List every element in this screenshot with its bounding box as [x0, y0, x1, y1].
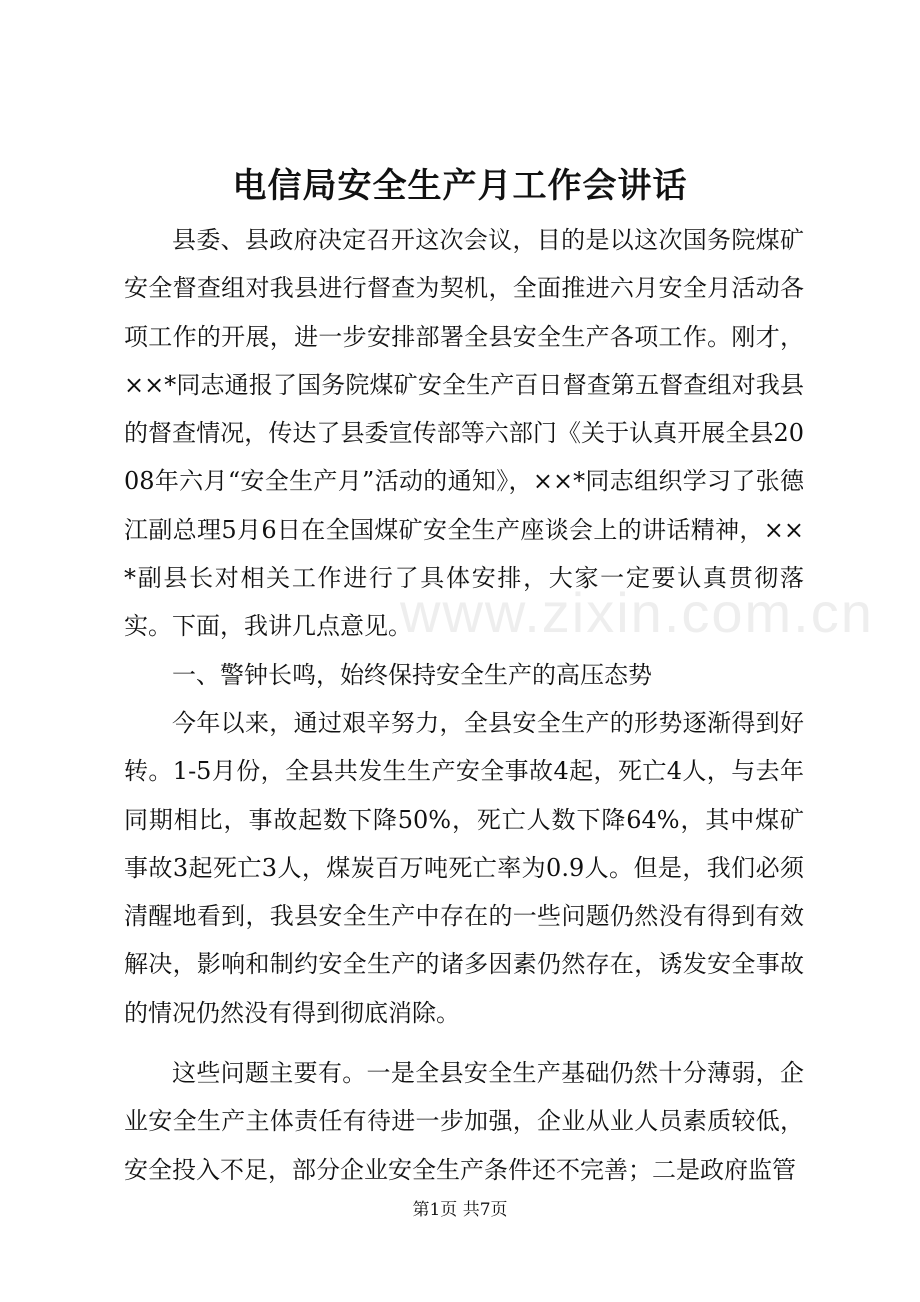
paragraph-problems: 这些问题主要有。一是全县安全生产基础仍然十分薄弱，企业安全生产主体责任有待进一步加强，企业从业人员素质较低，安全投入不足，部分企业安全生产条件还不完善；二是政府监管 [124, 1059, 804, 1184]
document-title: 电信局安全生产月工作会讲话 [232, 166, 688, 206]
section-heading-1: 一、警钟长鸣，始终保持安全生产的高压态势 [172, 660, 652, 689]
site-watermark: www.zixin.com.cn [400, 581, 874, 644]
paragraph-intro: 县委、县政府决定召开这次会议，目的是以这次国务院煤矿安全督查组对我县进行督查为契机，全面推进六月安全月活动各项工作的开展，进一步安排部署全县安全生产各项工作。刚才，××*同志通报了国务院煤矿安全生产百日督查第五督查组对我县的督查情况，传达了县委宣传部等六部门《关于认真开展全县2008年六月“安全生产月”活动的通知》，××*同志组织学习了张德江副总理5月6日在全国煤矿安全生产座谈会上的讲话精神，××*副县长对相关工作进行了具体安排，大家一定要认真贯彻落实。下面，我讲几点意见。 [124, 226, 804, 641]
paragraph-situation: 今年以来，通过艰辛努力，全县安全生产的形势逐渐得到好转。1-5月份，全县共发生生产安全事故4起，死亡4人，与去年同期相比，事故起数下降50%，死亡人数下降64%，其中煤矿事故3起死亡3人，煤炭百万吨死亡率为0.9人。但是，我们必须清醒地看到，我县安全生产中存在的一些问题仍然没有得到有效解决，影响和制约安全生产的诸多因素仍然存在，诱发安全事故的情况仍然没有得到彻底消除。 [124, 708, 804, 1027]
document-body [124, 216, 804, 1194]
page-footer: 第1页 共7页 [412, 1200, 508, 1220]
